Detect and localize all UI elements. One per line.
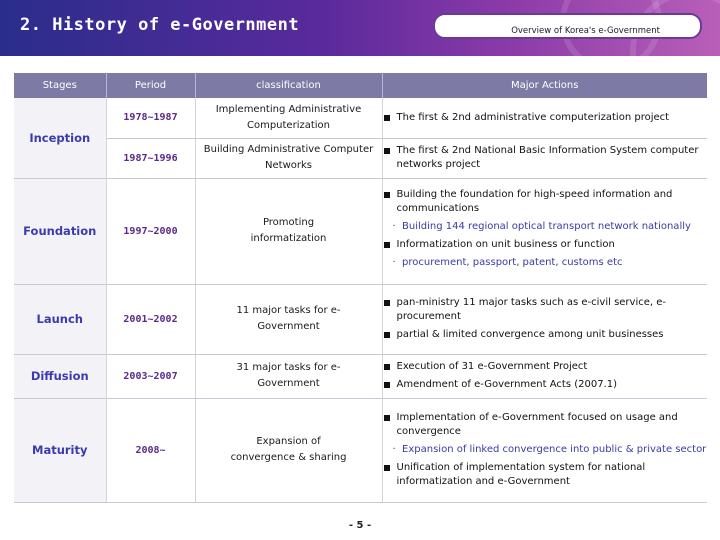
actions-cell <box>382 178 707 284</box>
table-row <box>14 138 707 178</box>
actions-cell <box>382 284 707 354</box>
table-row <box>14 178 707 284</box>
period-cell: 1978~1987 <box>106 98 195 138</box>
actions-cell <box>382 354 707 398</box>
classification-cell <box>195 178 382 284</box>
actions-cell <box>382 98 707 138</box>
action-sub-text: Expansion of linked convergence into public & private sector <box>402 444 707 455</box>
period-cell: 2001~2002 <box>106 284 195 354</box>
action-sub-item: · Building 144 regional optical transport network nationally <box>392 221 691 232</box>
actions-cell <box>382 138 707 178</box>
action-bullet: Building the foundation for high-speed information and communications <box>383 188 708 216</box>
stage-launch: Launch <box>14 284 106 354</box>
classification-text: 11 major tasks for e-Government <box>236 305 341 332</box>
classification-cell: Building Administrative Computer Networks <box>195 138 382 178</box>
period-cell: 2003~2007 <box>106 354 195 398</box>
period-cell: 1987~1996 <box>106 138 195 178</box>
action-bullet: The first & 2nd administrative computerization project <box>383 111 708 125</box>
action-bullet: Execution of 31 e-Government Project <box>383 360 708 374</box>
action-sub-item: · Expansion of linked convergence into public & private sector <box>392 444 707 455</box>
classification-text: 31 major tasks for e-Government <box>236 362 341 389</box>
stage-foundation: Foundation <box>14 178 106 284</box>
action-bullet: The first & 2nd National Basic Information System computer networks project <box>383 144 708 172</box>
stage-diffusion: Diffusion <box>14 354 106 398</box>
section-label <box>433 13 702 39</box>
action-bullet: partial & limited convergence among unit businesses <box>383 328 708 342</box>
table-row <box>14 354 707 398</box>
column-header-stages: Stages <box>14 73 106 98</box>
action-bullet: pan-ministry 11 major tasks such as e-civil service, e-procurement <box>383 296 708 324</box>
action-sub-text: procurement, passport, patent, customs etc <box>402 257 623 268</box>
classification-cell <box>195 284 382 354</box>
action-sub-text: Building 144 regional optical transport network nationally <box>402 221 691 232</box>
table-header-row <box>14 73 707 98</box>
header-banner <box>0 0 720 56</box>
column-header-classification: classification <box>195 73 382 98</box>
action-bullet: Amendment of e-Government Acts (2007.1) <box>383 378 708 392</box>
section-label-text: Overview of Korea's e-Government <box>511 26 660 36</box>
period-cell: 1997~2000 <box>106 178 195 284</box>
table-row <box>14 98 707 138</box>
action-bullet: Unification of implementation system for national informatization and e-Government <box>383 461 708 489</box>
action-bullet: Implementation of e-Government focused on usage and convergence <box>383 411 708 439</box>
column-header-period: Period <box>106 73 195 98</box>
table-row <box>14 398 707 502</box>
page-title: 2. History of e-Government <box>20 15 300 35</box>
classification-cell <box>195 398 382 502</box>
action-sub-item: · procurement, passport, patent, customs etc <box>392 257 623 268</box>
page-number: - 5 - <box>348 520 372 531</box>
actions-cell <box>382 398 707 502</box>
column-header-major-actions: Major Actions <box>382 73 707 98</box>
classification-text: Promoting informatization <box>250 217 327 244</box>
stage-inception: Inception <box>14 98 106 178</box>
action-bullet: Informatization on unit business or function <box>383 238 708 252</box>
classification-cell: Implementing Administrative Computerization <box>195 98 382 138</box>
classification-text: Expansion of convergence & sharing <box>230 436 347 463</box>
period-cell: 2008~ <box>106 398 195 502</box>
classification-cell <box>195 354 382 398</box>
history-table <box>14 73 707 503</box>
stage-maturity: Maturity <box>14 398 106 502</box>
table-row <box>14 284 707 354</box>
